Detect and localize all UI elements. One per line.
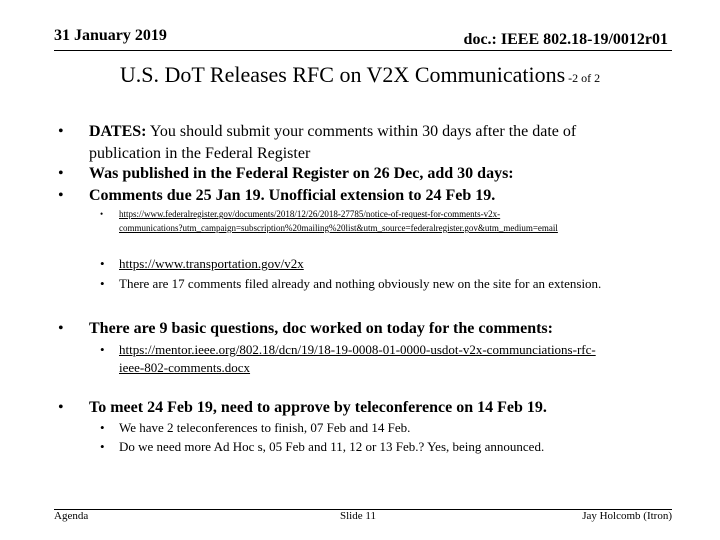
doc-link-line1[interactable]: https://mentor.ieee.org/802.18/dcn/19/18-19-0008-01-0000-usdot-v2x-communciations-rfc- xyxy=(119,342,596,357)
dates-line1: You should submit your comments within 30 days after the date of xyxy=(146,123,577,140)
comments-note-text: There are 17 comments filed already and nothing obviously new on the site for an extension. xyxy=(119,276,602,291)
bullet-icon: • xyxy=(58,399,64,416)
doc-link-line2[interactable]: ieee-802-comments.docx xyxy=(119,360,251,375)
header-divider xyxy=(54,50,672,51)
bullet-icon: • xyxy=(100,342,105,357)
transport-link[interactable]: https://www.transportation.gov/v2x xyxy=(119,256,304,271)
dates-label: DATES: xyxy=(89,123,147,140)
bullet-icon: • xyxy=(58,165,64,182)
approval-heading: To meet 24 Feb 19, need to approve by teleconference on 14 Feb 19. xyxy=(89,399,547,416)
dates-line2: publication in the Federal Register xyxy=(89,145,311,162)
bullet-icon: • xyxy=(58,187,64,204)
slide-title xyxy=(0,62,720,88)
slide-title-main: U.S. DoT Releases RFC on V2X Communications xyxy=(119,62,566,87)
fedreg-link-line2[interactable]: communications?utm_campaign=subscription%20mailing%20list&utm_source=federalregister.gov&utm_medium=email xyxy=(119,223,558,233)
bullet-icon: • xyxy=(58,123,64,140)
teleconferences-text: We have 2 teleconferences to finish, 07 Feb and 14 Feb. xyxy=(119,420,411,435)
footer-slide-number: Slide 11 xyxy=(340,510,376,522)
fedreg-link-line1[interactable]: https://www.federalregister.gov/documents/2018/12/26/2018-27785/notice-of-request-for-comments-v2x- xyxy=(119,209,501,219)
bullet-icon: • xyxy=(100,420,105,435)
header-date: 31 January 2019 xyxy=(54,27,167,44)
comments-due-text: Comments due 25 Jan 19. Unofficial extension to 24 Feb 19. xyxy=(89,187,496,204)
bullet-icon: • xyxy=(100,439,105,454)
bullet-icon: • xyxy=(100,276,105,291)
bullet-icon: • xyxy=(100,256,105,271)
footer-author: Jay Holcomb (Itron) xyxy=(582,510,672,522)
bullet-icon: • xyxy=(58,320,64,337)
bullet-icon: • xyxy=(100,209,104,219)
footer-left: Agenda xyxy=(54,510,89,522)
questions-heading: There are 9 basic questions, doc worked on today for the comments: xyxy=(89,320,553,337)
published-text: Was published in the Federal Register on 26 Dec, add 30 days: xyxy=(89,165,514,182)
slide-title-suffix: -2 of 2 xyxy=(565,71,601,85)
adhoc-text: Do we need more Ad Hoc s, 05 Feb and 11, 12 or 13 Feb.? Yes, being announced. xyxy=(119,439,545,454)
header-doc-id: doc.: IEEE 802.18-19/0012r01 xyxy=(463,31,668,48)
